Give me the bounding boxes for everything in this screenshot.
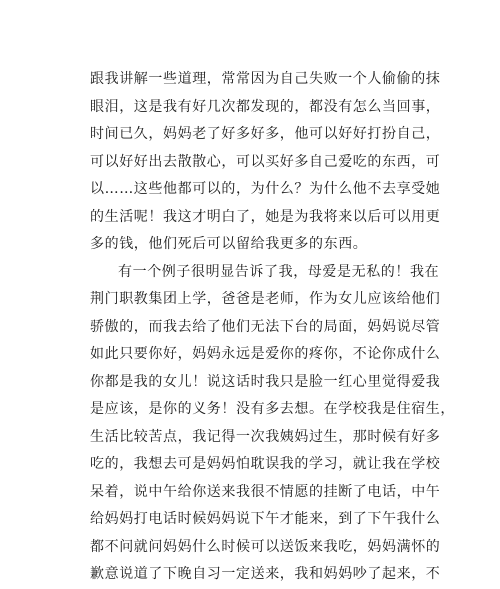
- text-line: 时间已久，妈妈老了好多好多，他可以好好打扮自己，: [90, 126, 441, 142]
- text-line: 骄傲的，而我去给了他们无法下台的局面，妈妈说尽管: [90, 318, 441, 335]
- text-line: 可以好好出去散散心，可以买好多自己爱吃的东西，可: [90, 153, 441, 170]
- text-line: 吃的，我想去可是妈妈怕耽误我的学习，就让我在学校: [90, 456, 441, 472]
- text-line: 都不问就问妈妈什么时候可以送饭来我吃，妈妈满怀的: [90, 538, 441, 555]
- text-line: 呆着，说中午给你送来我很不情愿的挂断了电话，中午: [90, 483, 441, 500]
- text-line: 的生活呢！我这才明白了，她是为我将来以后可以用更: [90, 208, 441, 225]
- text-line: 跟我讲解一些道理，常常因为自己失败一个人偷偷的抹: [90, 71, 441, 87]
- text-line: 眼泪，这是我有好几次都发现的，都没有怎么当回事，: [90, 98, 441, 115]
- text-line: 荆门职教集团上学，爸爸是老师，作为女儿应该给他们: [90, 291, 441, 307]
- text-line: 生活比较苦点，我记得一次我姨妈过生，那时候有好多: [90, 428, 441, 445]
- paragraph-2: [90, 259, 455, 589]
- text-line: 歉意说道了下晚自习一定送来，我和妈妈吵了起来，不: [90, 566, 441, 582]
- text-line: 如此只要你好，妈妈永远是爱你的疼你，不论你成什么: [90, 346, 441, 362]
- text-line: 以……这些他都可以的，为什么？为什么他不去享受她: [90, 181, 441, 197]
- text-line: 你都是我的女儿！说这话时我只是脸一红心里觉得爱我: [90, 373, 441, 390]
- paragraph-1: [90, 66, 441, 259]
- text-line: 多的钱，他们死后可以留给我更多的东西。: [90, 236, 368, 252]
- text-line: 给妈妈打电话时候妈妈说下午才能来，到了下午我什么: [90, 511, 441, 527]
- text-line: 是应该，是你的义务！没有多去想。在学校我是住宿生，: [90, 401, 455, 417]
- text-line: 有一个例子很明显告诉了我，母爱是无私的！我在: [118, 263, 440, 280]
- document-body: [90, 66, 455, 589]
